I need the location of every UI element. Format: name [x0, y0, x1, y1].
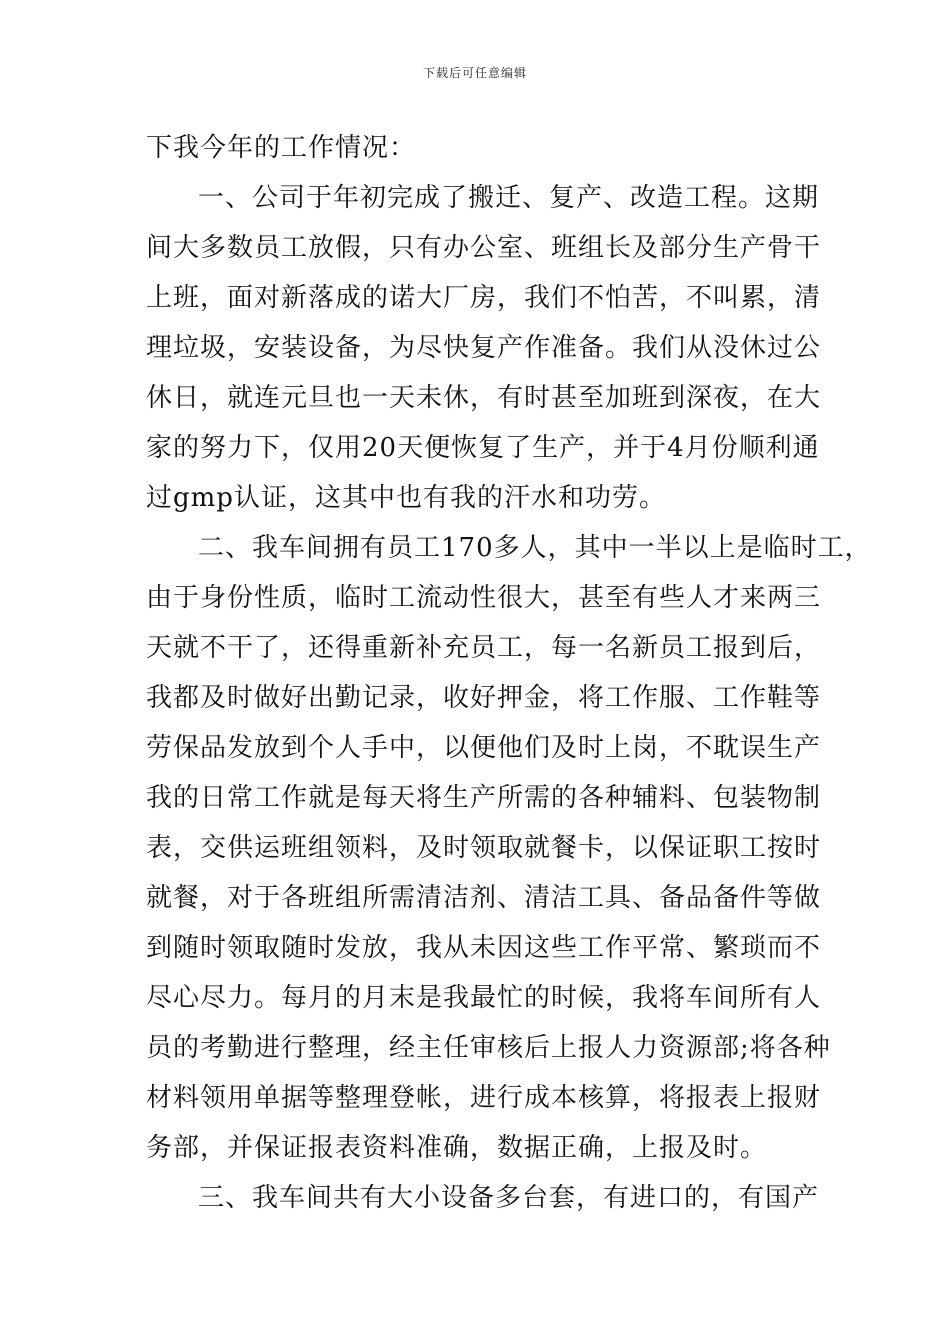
body-line: 就餐，对于各班组所需清洁剂、清洁工具、备品备件等做 — [146, 883, 822, 913]
body-line: 下我今年的工作情况： — [146, 133, 417, 163]
body-line: 劳保品发放到个人手中，以便他们及时上岗，不耽误生产 — [146, 733, 822, 763]
body-line: 务部，并保证报表资料准确，数据正确，上报及时。 — [146, 1133, 768, 1163]
body-line: 过gmp认证，这其中也有我的汗水和功劳。 — [146, 483, 666, 513]
body-line: 天就不干了，还得重新补充员工，每一名新员工报到后， — [146, 633, 822, 663]
body-line: 到随时领取随时发放，我从未因这些工作平常、繁琐而不 — [146, 933, 822, 963]
body-line: 一、公司于年初完成了搬迁、复产、改造工程。这期 — [198, 183, 820, 213]
body-line: 三、我车间共有大小设备多台套，有进口的，有国产 — [198, 1183, 820, 1213]
body-line: 休日，就连元旦也一天未休，有时甚至加班到深夜，在大 — [146, 383, 822, 413]
body-line: 我都及时做好出勤记录，收好押金，将工作服、工作鞋等 — [146, 683, 822, 713]
body-line: 我的日常工作就是每天将生产所需的各种辅料、包装物制 — [146, 783, 822, 813]
body-line: 间大多数员工放假，只有办公室、班组长及部分生产骨干 — [146, 233, 822, 263]
body-line: 上班，面对新落成的诺大厂房，我们不怕苦，不叫累，清 — [146, 283, 822, 313]
body-line: 材料领用单据等整理登帐，进行成本核算，将报表上报财 — [146, 1083, 822, 1113]
body-line: 理垃圾，安装设备，为尽快复产作准备。我们从没休过公 — [146, 333, 822, 363]
body-line: 家的努力下，仅用20天便恢复了生产，并于4月份顺利通 — [146, 433, 820, 463]
body-line: 尽心尽力。每月的月末是我最忙的时候，我将车间所有人 — [146, 983, 822, 1013]
body-line: 由于身份性质，临时工流动性很大，甚至有些人才来两三 — [146, 583, 822, 613]
body-line: 员的考勤进行整理，经主任审核后上报人力资源部;将各种 — [146, 1033, 831, 1063]
body-line: 表，交供运班组领料，及时领取就餐卡，以保证职工按时 — [146, 833, 822, 863]
page-header: 下载后可任意编辑 — [422, 66, 527, 80]
body-line: 二、我车间拥有员工170多人，其中一半以上是临时工， — [198, 533, 872, 563]
